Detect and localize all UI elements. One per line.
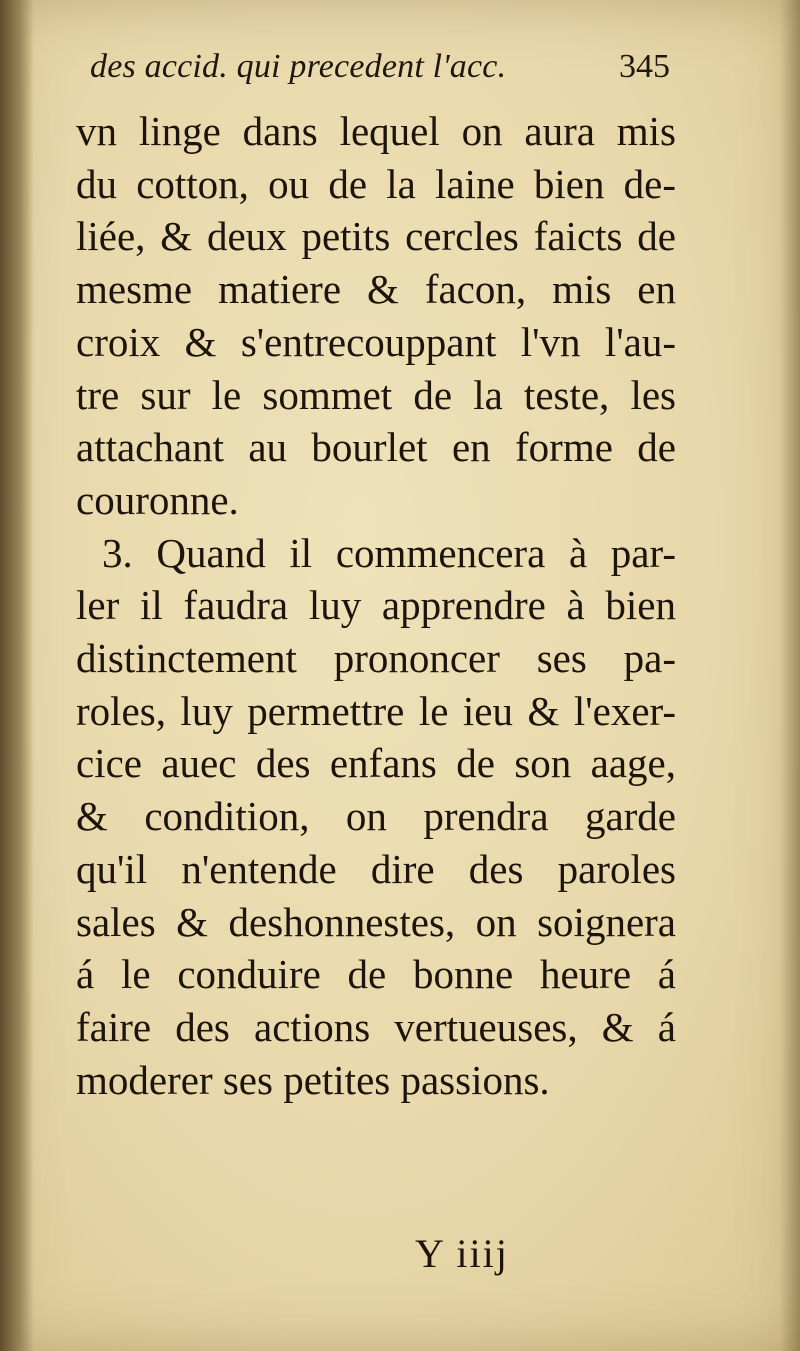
running-head — [90, 48, 670, 86]
text-line: faire des actions vertueuses, & á — [76, 1003, 676, 1050]
page-edge-shadow — [780, 0, 800, 1351]
text-line: ler il faudra luy apprendre à bien — [76, 582, 676, 629]
signature-mark: Y iiij — [415, 1231, 509, 1276]
text-line: vn linge dans lequel on aura mis — [76, 108, 676, 154]
text-line: roles, luy permettre le ieu & l'exer- — [76, 687, 676, 734]
page-gutter-shadow — [0, 0, 34, 1351]
text-line: attachant au bourlet en forme de — [76, 424, 676, 471]
body-text — [76, 105, 676, 1106]
running-title: des accid. qui precedent l'acc. — [90, 48, 507, 85]
text-line: & condition, on prendra garde — [76, 793, 676, 840]
text-line: 3. Quand il commencera à par- — [102, 529, 676, 576]
text-line: distinctement prononcer ses pa- — [76, 635, 676, 682]
text-line: cice auec des enfans de son aage, — [76, 740, 676, 787]
text-line: tre sur le sommet de la teste, les — [76, 371, 676, 418]
text-line: du cotton, ou de la laine bien de- — [76, 160, 676, 207]
text-line: sales & deshonnestes, on soignera — [76, 898, 676, 945]
text-line: mesme matiere & facon, mis en — [76, 266, 676, 313]
page-number: 345 — [619, 48, 670, 85]
text-line: moderer ses petites passions. — [76, 1056, 550, 1103]
text-line: croix & s'entrecouppant l'vn l'au- — [76, 318, 676, 365]
text-line: á le conduire de bonne heure á — [76, 951, 676, 998]
text-line: qu'il n'entende dire des paroles — [76, 845, 676, 892]
text-line: liée, & deux petits cercles faicts de — [76, 213, 676, 260]
text-line: couronne. — [76, 476, 239, 523]
